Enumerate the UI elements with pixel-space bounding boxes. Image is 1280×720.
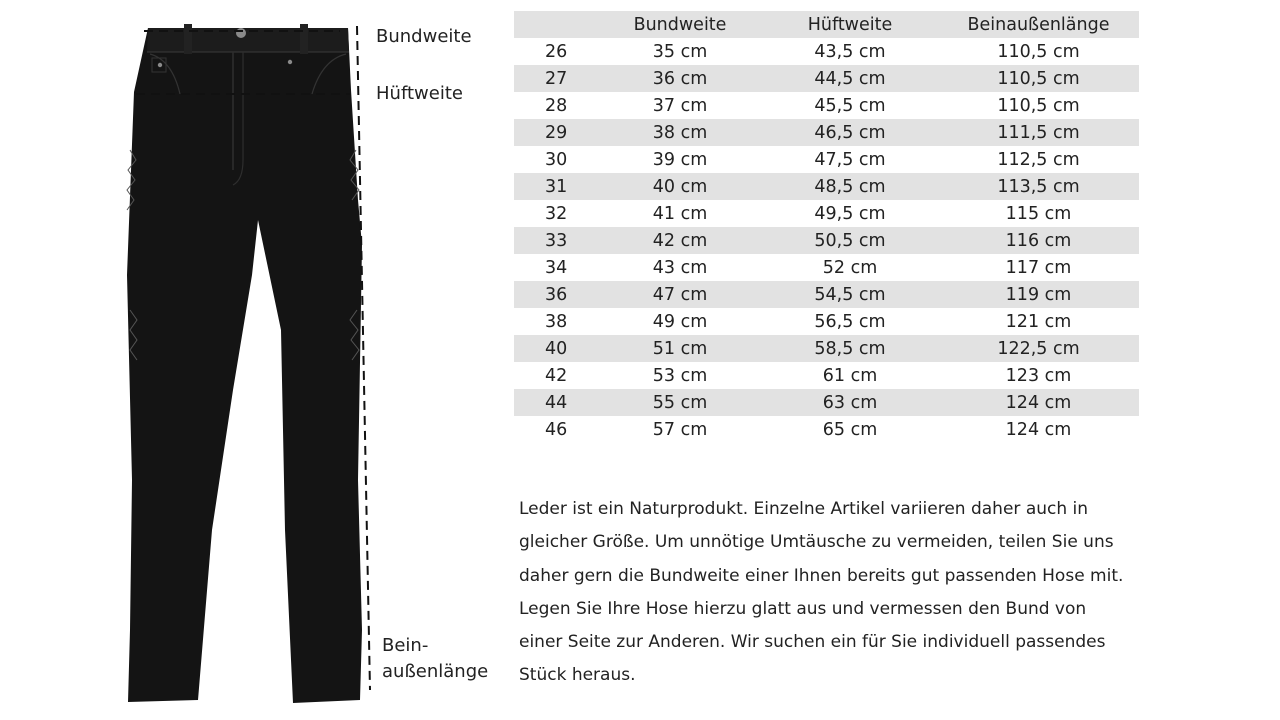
cell-waist: 35 cm (652, 41, 708, 62)
cell-size: 29 (545, 122, 568, 143)
note-line: Stück heraus. (519, 665, 636, 686)
table-row (514, 200, 1139, 227)
table-row (514, 146, 1139, 173)
table-row (514, 281, 1139, 308)
cell-waist: 51 cm (652, 338, 708, 359)
cell-hip: 56,5 cm (814, 311, 886, 332)
cell-hip: 46,5 cm (814, 122, 886, 143)
cell-size: 32 (545, 203, 568, 224)
table-row (514, 308, 1139, 335)
note-line: Leder ist ein Naturprodukt. Einzelne Artikel variieren daher auch in (519, 499, 1089, 519)
cell-hip: 65 cm (822, 419, 878, 440)
pants-silhouette (127, 28, 362, 703)
cell-outseam: 110,5 cm (997, 68, 1080, 89)
cell-hip: 52 cm (822, 257, 878, 278)
cell-size: 42 (545, 365, 568, 386)
waist-label: Bundweite (376, 26, 472, 47)
cell-hip: 54,5 cm (814, 284, 886, 305)
cell-outseam: 113,5 cm (997, 176, 1080, 197)
cell-hip: 45,5 cm (814, 95, 886, 116)
table-row (514, 389, 1139, 416)
cell-hip: 50,5 cm (814, 230, 886, 251)
cell-waist: 36 cm (652, 68, 708, 89)
cell-size: 31 (545, 176, 568, 197)
cell-size: 28 (545, 95, 568, 116)
rivet (158, 63, 162, 67)
note-line: einer Seite zur Anderen. Wir suchen ein für Sie individuell passendes (519, 632, 1106, 653)
cell-outseam: 119 cm (1005, 284, 1072, 305)
cell-size: 40 (545, 338, 568, 359)
header-size (514, 11, 598, 38)
cell-hip: 44,5 cm (814, 68, 886, 89)
table-row (514, 227, 1139, 254)
cell-outseam: 115 cm (1005, 203, 1072, 224)
cell-size: 26 (545, 41, 568, 62)
cell-hip: 63 cm (822, 392, 878, 413)
table-row (514, 362, 1139, 389)
cell-size: 46 (545, 419, 568, 440)
table-header-row (514, 11, 1139, 38)
cell-hip: 43,5 cm (814, 41, 886, 62)
belt-loop (300, 24, 308, 54)
note-line: gleicher Größe. Um unnötige Umtäusche zu vermeiden, teilen Sie uns (519, 532, 1114, 553)
cell-waist: 53 cm (652, 365, 708, 386)
cell-size: 36 (545, 284, 568, 305)
cell-hip: 58,5 cm (814, 338, 886, 359)
cell-waist: 39 cm (652, 149, 708, 170)
cell-waist: 38 cm (652, 122, 708, 143)
cell-outseam: 110,5 cm (997, 41, 1080, 62)
cell-outseam: 123 cm (1005, 365, 1072, 386)
table-row (514, 92, 1139, 119)
cell-size: 27 (545, 68, 568, 89)
cell-waist: 41 cm (652, 203, 708, 224)
cell-outseam: 124 cm (1005, 419, 1072, 440)
outseam-label-line1: Bein- (382, 635, 429, 656)
waist-button (236, 28, 246, 38)
cell-hip: 49,5 cm (814, 203, 886, 224)
belt-loop (184, 24, 192, 54)
cell-waist: 40 cm (652, 176, 708, 197)
cell-waist: 47 cm (652, 284, 708, 305)
table-row (514, 173, 1139, 200)
cell-size: 34 (545, 257, 568, 278)
cell-waist: 37 cm (652, 95, 708, 116)
cell-outseam: 116 cm (1005, 230, 1072, 251)
header-hip: Hüftweite (807, 14, 893, 35)
cell-outseam: 112,5 cm (997, 149, 1080, 170)
table-row (514, 65, 1139, 92)
header-waist: Bundweite (633, 14, 727, 35)
table-row (514, 38, 1139, 65)
pants-illustration (100, 10, 400, 710)
hip-label: Hüftweite (376, 83, 463, 104)
cell-size: 30 (545, 149, 568, 170)
note-line: Legen Sie Ihre Hose hierzu glatt aus und vermessen den Bund von (519, 598, 1087, 619)
cell-outseam: 124 cm (1005, 392, 1072, 413)
cell-waist: 42 cm (652, 230, 708, 251)
note-line: daher gern die Bundweite einer Ihnen bereits gut passenden Hose mit. (519, 565, 1124, 586)
cell-outseam: 117 cm (1005, 257, 1072, 278)
rivet (288, 60, 292, 64)
cell-outseam: 122,5 cm (997, 338, 1080, 359)
cell-size: 44 (545, 392, 568, 413)
cell-outseam: 121 cm (1005, 311, 1072, 332)
cell-hip: 48,5 cm (814, 176, 886, 197)
cell-outseam: 111,5 cm (997, 122, 1080, 143)
cell-waist: 55 cm (652, 392, 708, 413)
outseam-label-line2: außenlänge (382, 661, 489, 682)
table-row (514, 254, 1139, 281)
cell-outseam: 110,5 cm (997, 95, 1080, 116)
cell-waist: 43 cm (652, 257, 708, 278)
size-chart-table (514, 11, 1139, 443)
leather-note (519, 493, 1159, 693)
table-row (514, 416, 1139, 443)
cell-hip: 47,5 cm (814, 149, 886, 170)
cell-hip: 61 cm (822, 365, 878, 386)
cell-waist: 57 cm (652, 419, 708, 440)
cell-size: 33 (545, 230, 568, 251)
table-row (514, 335, 1139, 362)
table-row (514, 119, 1139, 146)
outseam-label (382, 633, 488, 685)
leather-pants-image (100, 10, 400, 710)
cell-waist: 49 cm (652, 311, 708, 332)
cell-size: 38 (545, 311, 568, 332)
header-outseam: Beinaußenlänge (967, 14, 1110, 35)
